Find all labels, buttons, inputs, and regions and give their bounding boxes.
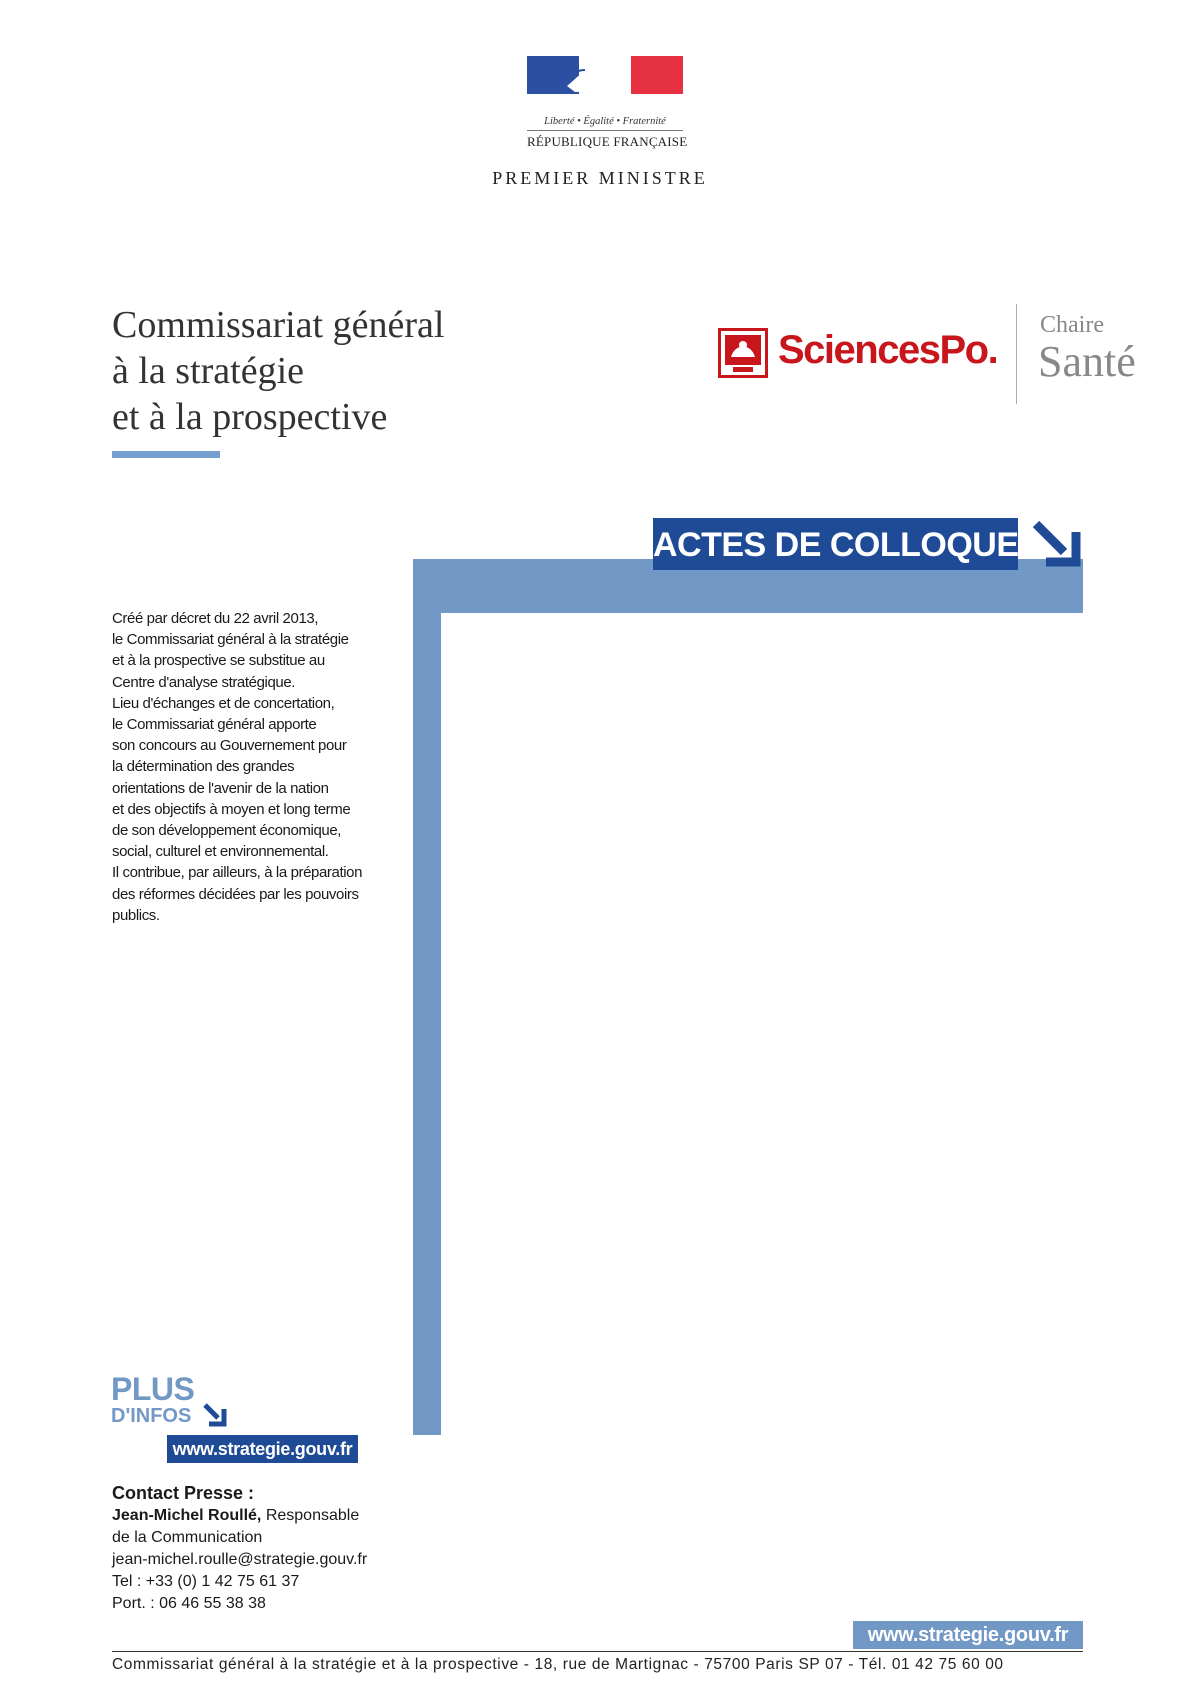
description-line: le Commissariat général à la stratégie <box>112 631 349 649</box>
sciencespo-logo: SciencesPo. <box>778 328 998 372</box>
contact-heading: Contact Presse : <box>112 1483 255 1503</box>
description-line: la détermination des grandes <box>112 758 295 776</box>
description-line: le Commissariat général apporte <box>112 716 317 734</box>
plus-infos-link[interactable]: www.strategie.gouv.fr <box>167 1435 358 1463</box>
contact-role: Responsable <box>261 1507 360 1524</box>
contact-tel: Tel : +33 (0) 1 42 75 61 37 <box>112 1573 300 1590</box>
premier-ministre: PREMIER MINISTRE <box>492 168 708 188</box>
description-line: son concours au Gouvernement pour <box>112 737 347 755</box>
footer-website-link[interactable]: www.strategie.gouv.fr <box>853 1621 1083 1649</box>
footer-divider <box>112 1651 1083 1652</box>
tricolor-flag <box>527 56 683 94</box>
dinfos-label: D'INFOS <box>111 1405 192 1427</box>
actes-de-colloque-banner: ACTES DE COLLOQUE <box>653 518 1018 570</box>
chaire-label: Chaire <box>1040 312 1104 338</box>
description-line: et à la prospective se substitue au <box>112 652 325 670</box>
frame-left-bar <box>413 559 441 1435</box>
title-line: à la stratégie <box>112 350 305 392</box>
cgsp-description <box>112 608 412 926</box>
arrow-down-right-icon <box>202 1402 228 1428</box>
contact-role-line: de la Communication <box>112 1529 263 1546</box>
arrow-down-right-icon <box>1030 518 1084 570</box>
description-line: des réformes décidées par les pouvoirs <box>112 885 359 903</box>
description-line: social, culturel et environnemental. <box>112 843 329 861</box>
description-line: publics. <box>112 906 160 924</box>
footer-address: Commissariat général à la stratégie et à la prospective - 18, rue de Martignac - 75700 Paris SP 07 - Tél. 01 42 75 60 00 <box>112 1656 1004 1673</box>
motto-divider <box>527 130 683 131</box>
contact-name: Jean-Michel Roullé, <box>112 1507 262 1524</box>
contact-name-line <box>112 1505 432 1527</box>
page-title <box>112 302 532 440</box>
marianne-logo <box>527 56 688 150</box>
marianne-profile-icon <box>527 56 683 94</box>
sciencespo-emblem-icon <box>718 328 768 378</box>
description-line: et des objectifs à moyen et long terme <box>112 800 351 818</box>
logo-divider <box>1016 304 1017 404</box>
description-line: Centre d'analyse stratégique. <box>112 673 296 691</box>
sante-label: Santé <box>1038 337 1136 386</box>
plus-infos-label: PLUS <box>111 1371 195 1407</box>
title-line: et à la prospective <box>112 396 388 438</box>
description-line: orientations de l'avenir de la nation <box>112 779 329 797</box>
description-line: Créé par décret du 22 avril 2013, <box>112 610 319 627</box>
contact-email[interactable]: jean-michel.roulle@strategie.gouv.fr <box>112 1551 368 1568</box>
press-contact <box>112 1481 432 1615</box>
title-line: Commissariat général <box>112 304 445 346</box>
description-line: Lieu d'échanges et de concertation, <box>112 694 335 712</box>
republique-francaise: RÉPUBLIQUE FRANÇAISE <box>527 134 688 149</box>
contact-port: Port. : 06 46 55 38 38 <box>112 1595 266 1612</box>
description-line: Il contribue, par ailleurs, à la préparation <box>112 864 363 882</box>
description-line: de son développement économique, <box>112 822 342 840</box>
title-underline <box>112 451 220 458</box>
republic-motto: Liberté • Égalité • Fraternité <box>544 116 666 127</box>
